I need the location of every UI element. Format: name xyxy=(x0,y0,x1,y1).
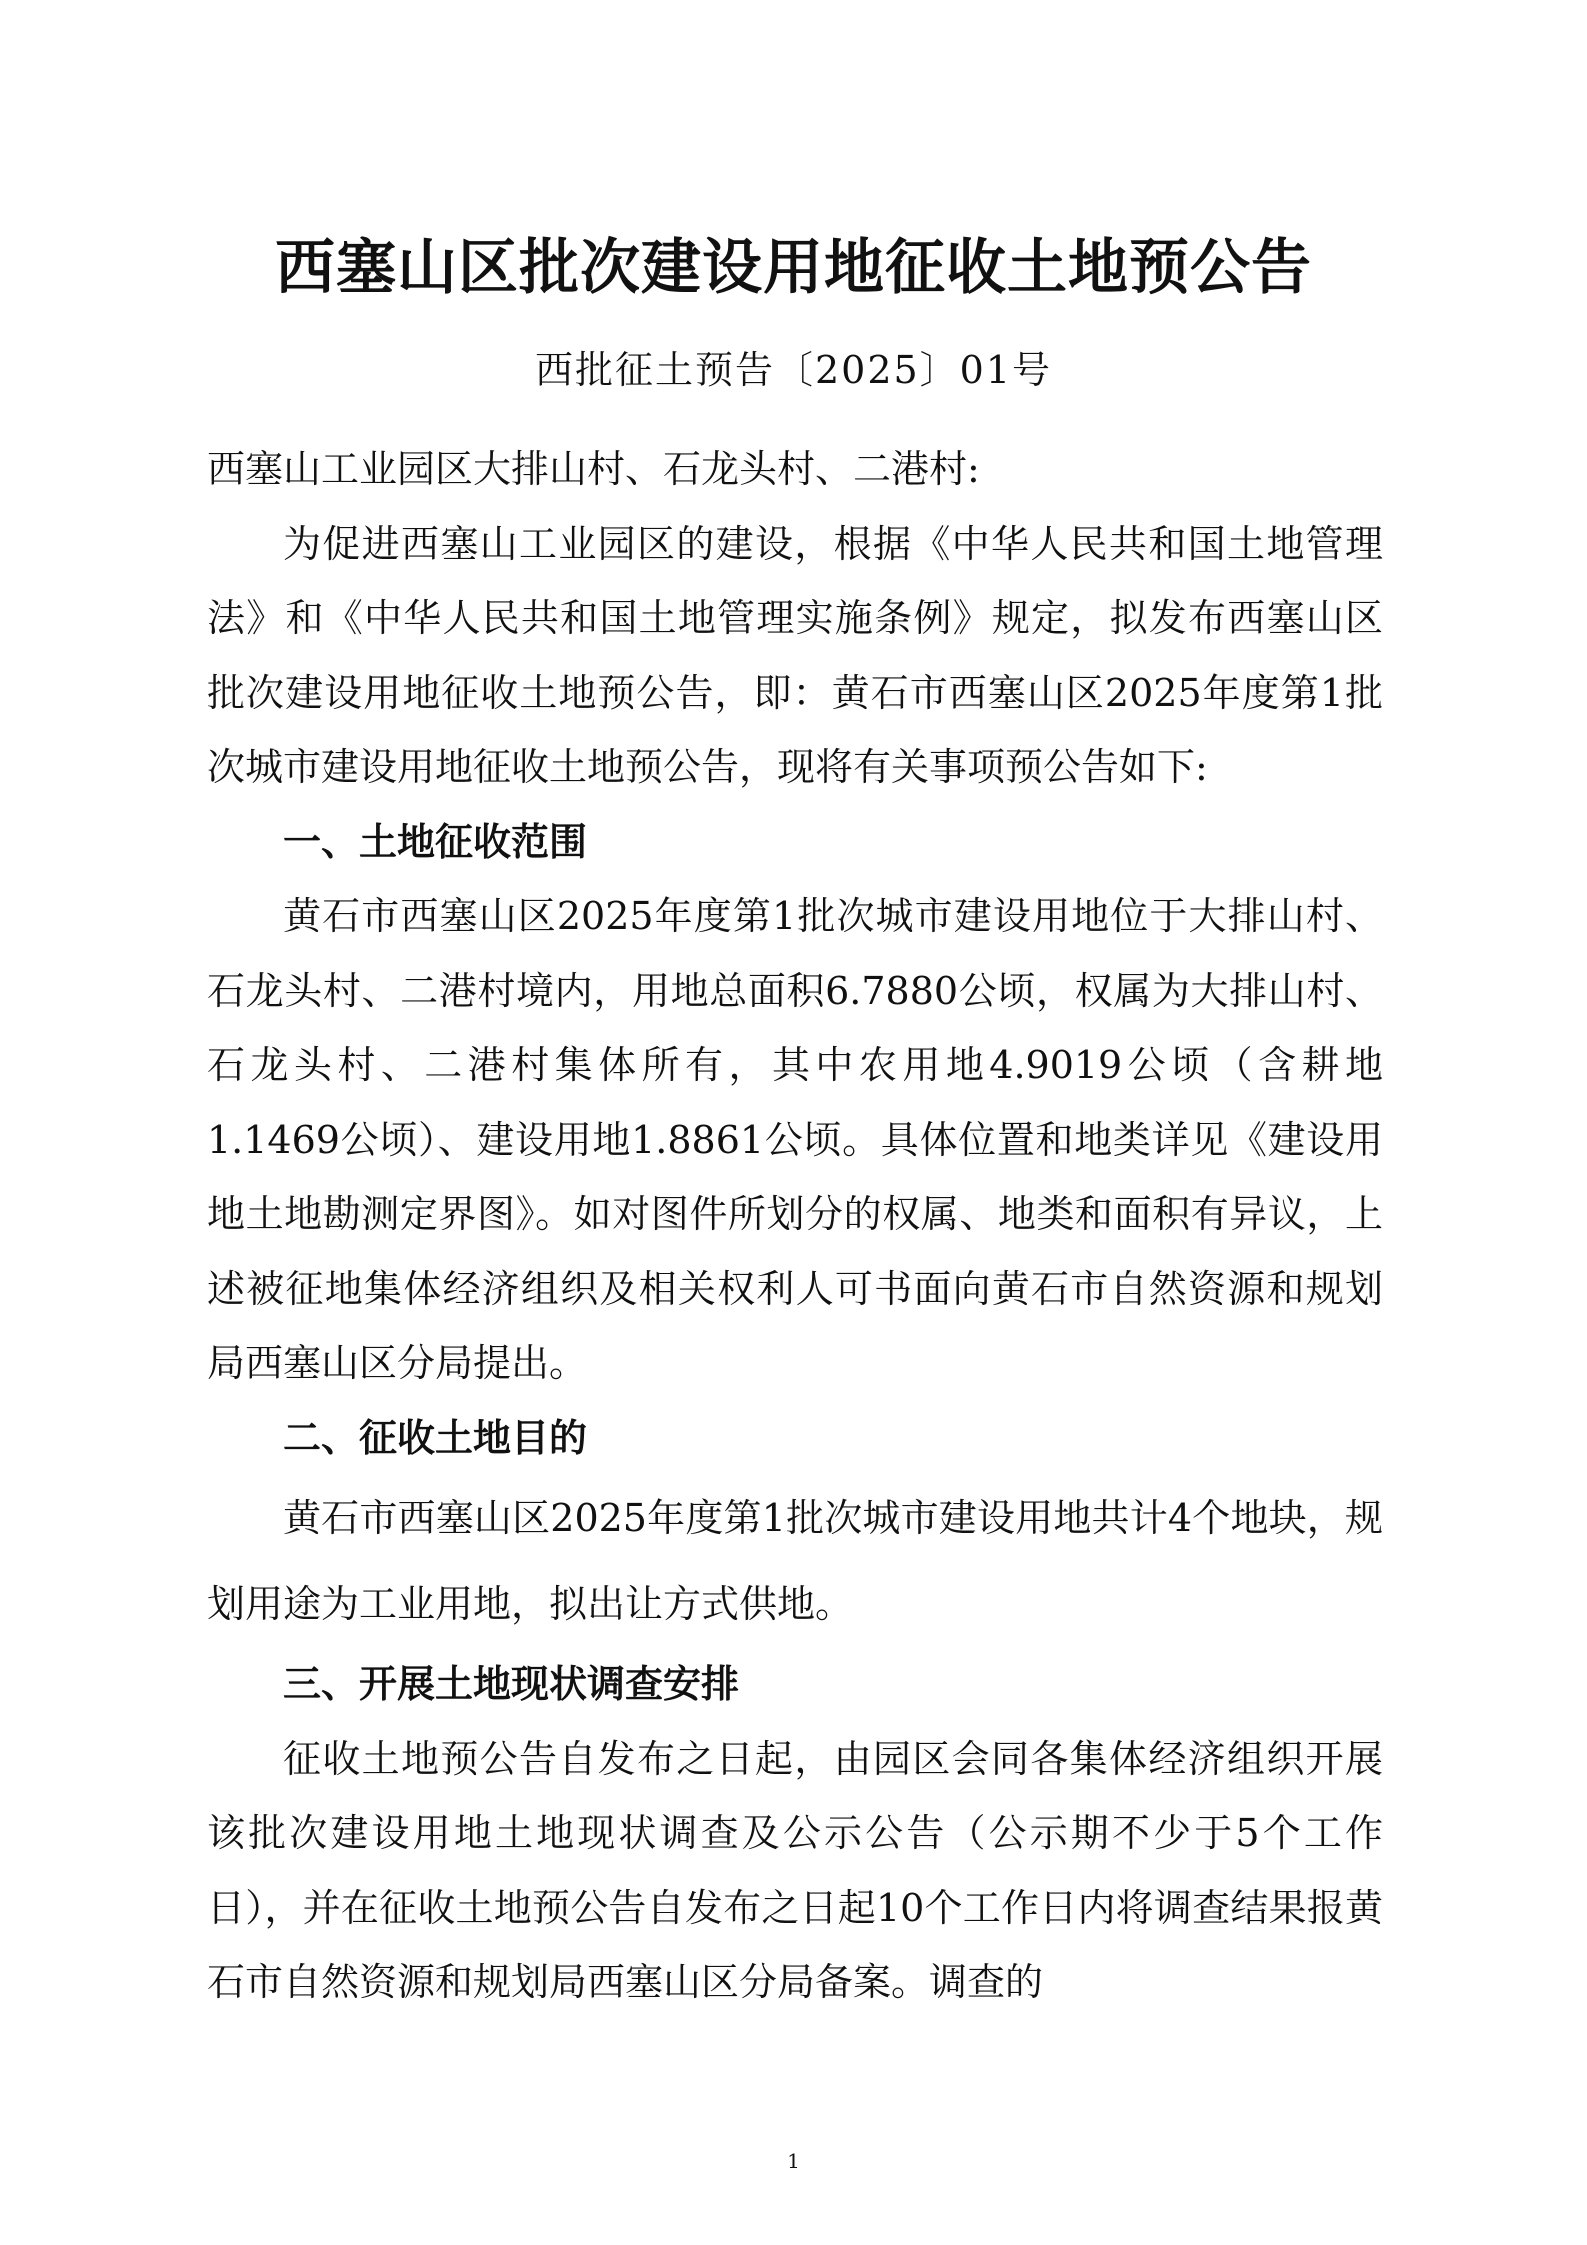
intro-paragraph: 为促进西塞山工业园区的建设，根据《中华人民共和国土地管理法》和《中华人民共和国土地管理实施条例》规定，拟发布西塞山区批次建设用地征收土地预公告，即：黄石市西塞山区2025年度第1批次城市建设用地征收土地预公告，现将有关事项预公告如下: xyxy=(207,521,1383,789)
salutation: 西塞山工业园区大排山村、石龙头村、二港村: xyxy=(207,447,980,491)
section-text-scope: 黄石市西塞山区2025年度第1批次城市建设用地位于大排山村、石龙头村、二港村境内，用地总面积6.7880公顷，权属为大排山村、石龙头村、二港村集体所有，其中农用地4.9019公顷（含耕地1.1469公顷）、建设用地1.8861公顷。具体位置和地类详见《建设用地土地勘测定界图》。如对图件所划分的权属、地类和面积有异议，上述被征地集体经济组织及相关权利人可书面向黄石市自然资源和规划局西塞山区分局提出。 xyxy=(207,894,1383,1385)
section-text-survey: 征收土地预公告自发布之日起，由园区会同各集体经济组织开展该批次建设用地土地现状调查及公示公告（公示期不少于5个工作日），并在征收土地预公告自发布之日起10个工作日内将调查结果报黄石市自然资源和规划局西塞山区分局备案。调查的 xyxy=(207,1736,1383,2004)
document-number: 西批征土预告〔2025〕01号 xyxy=(534,348,1053,392)
section-text-purpose: 黄石市西塞山区2025年度第1批次城市建设用地共计4个地块，规划用途为工业用地，拟出让方式供地。 xyxy=(207,1496,1383,1626)
page-number: 1 xyxy=(787,2149,800,2173)
section-heading-scope: 一、土地征收范围 xyxy=(283,819,588,864)
section-heading-purpose: 二、征收土地目的 xyxy=(283,1415,588,1460)
document-body xyxy=(207,432,1383,2020)
section-heading-survey: 三、开展土地现状调查安排 xyxy=(283,1662,740,1706)
document-title: 西塞山区批次建设用地征收土地预公告 xyxy=(275,233,1312,303)
